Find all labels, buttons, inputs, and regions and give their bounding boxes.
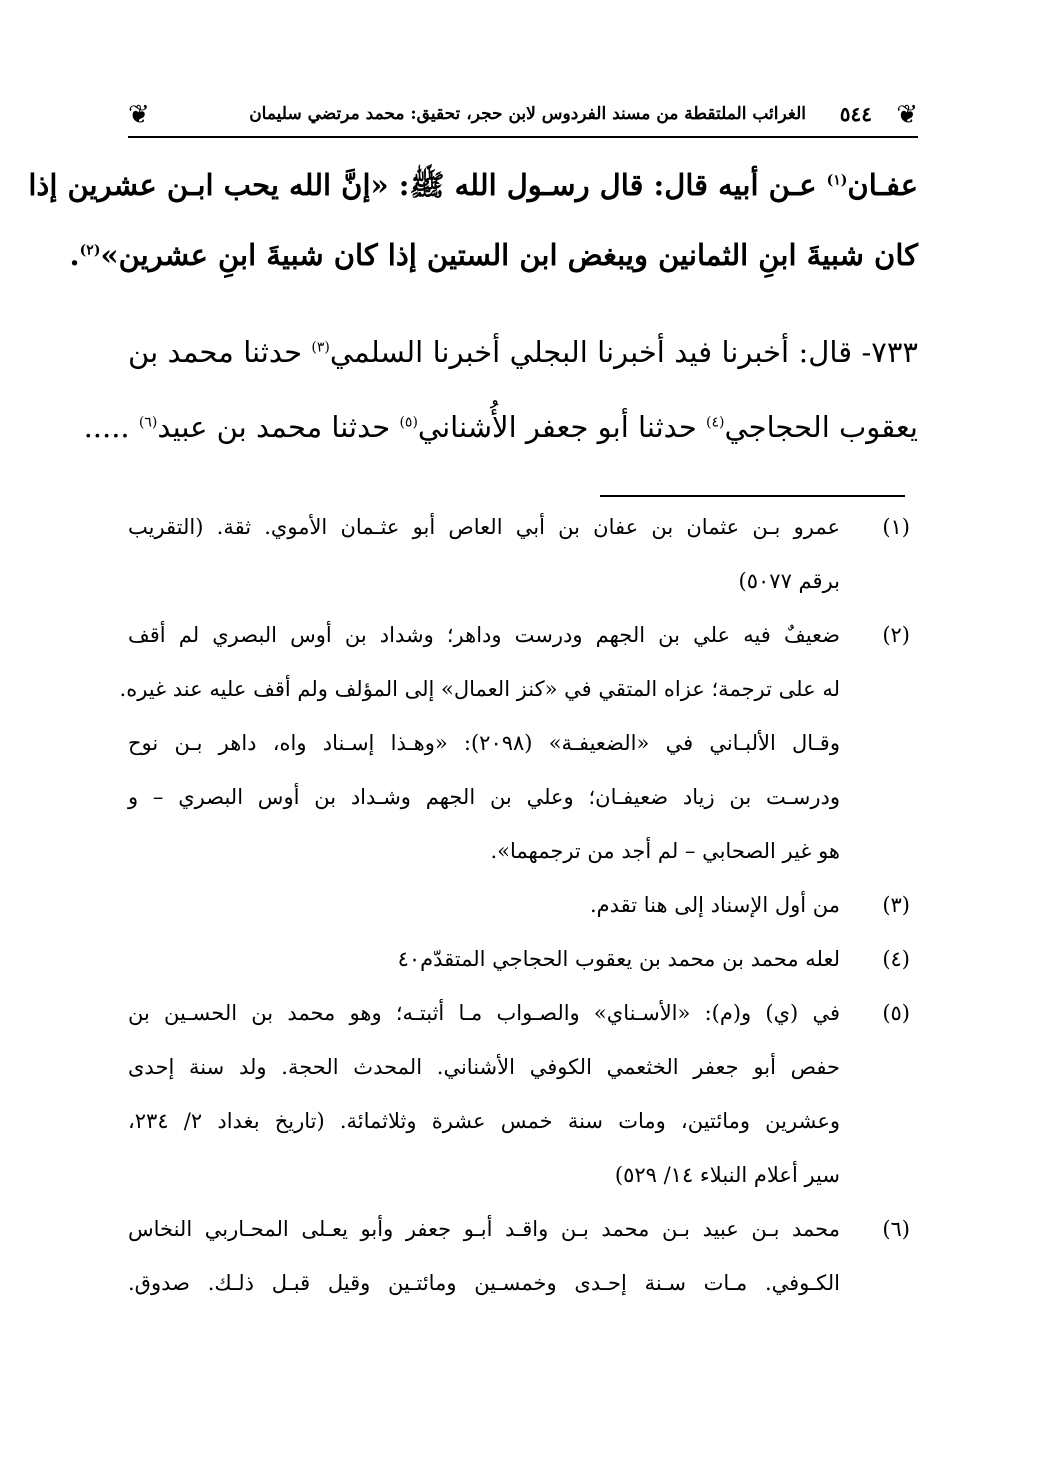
footnote-ref[interactable]: (١)	[826, 172, 848, 189]
hadith-text-block	[28, 160, 918, 300]
text-run: .....	[83, 410, 139, 444]
footnotes	[119, 500, 918, 1310]
text-run: عـن أبيه قال: قال رسـول الله ﷺ: «إنَّ الله يحب ابـن عشرين إذا	[28, 168, 827, 202]
text-run: ٧٣٣- قال: أخبرنا فيد أخبرنا البجلي أخبرنا السلمي	[329, 335, 918, 369]
footnote-ref[interactable]: (٥)	[399, 414, 418, 431]
text-run: .	[69, 238, 80, 272]
footnote-item	[128, 878, 918, 932]
footnote-ref[interactable]: (٢)	[79, 242, 101, 259]
footnote-line: برقم ٥٠٧٧)	[738, 569, 840, 593]
footnote-line: ضعيفٌ فيه علي بن الجهم ودرست وداهر؛ وشداد بن أوس البصري لم أقف	[128, 623, 840, 647]
isnad-text-block	[83, 325, 918, 475]
isnad-line	[128, 325, 918, 400]
footnote-item	[128, 986, 918, 1202]
footnote-line: في (ي) و(م): «الأسـناي» والصـواب مـا أثبتـه؛ وهو محمد بن الحسـين بن	[128, 1001, 840, 1025]
footnote-line: من أول الإسناد إلى هنا تقدم.	[589, 893, 840, 917]
footnote-line: الكـوفي. مـات سـنة إحـدى وخمسـين ومائتـين وقيل قبـل ذلـك. صدوق.	[128, 1271, 840, 1295]
footnote-item	[128, 500, 918, 608]
footnote-line: وقـال الألبـاني في «الضعيفـة» (٢٠٩٨): «وهـذا إسـناد واه، داهر بـن نوح	[128, 731, 840, 755]
page-number: ٥٤٤	[839, 102, 872, 126]
running-title: الغرائب الملتقطة من مسند الفردوس لابن حجر، تحقيق: محمد مرتضي سليمان	[249, 104, 806, 124]
footnote-line: عمرو بـن عثمان بن عفان بن أبي العاص أبو عثـمان الأموي. ثقة. (التقريب	[128, 515, 840, 539]
footnote-item	[128, 1202, 918, 1310]
footnote-number: (٤)	[882, 947, 910, 971]
text-run: عفـان	[847, 168, 918, 202]
footnote-line: سير أعلام النبلاء ١٤/ ٥٢٩)	[614, 1163, 840, 1187]
running-header	[128, 98, 918, 138]
footnote-item	[119, 608, 918, 878]
hadith-line	[69, 230, 918, 300]
footnote-line: لعله محمد بن محمد بن يعقوب الحجاجي المتقدّم٤٠	[397, 947, 840, 971]
footnote-number: (٣)	[882, 893, 910, 917]
ornament-right-icon: ❦	[896, 100, 918, 130]
footnote-ref[interactable]: (٣)	[311, 339, 330, 356]
ornament-left-icon: ❦	[128, 100, 150, 130]
footnote-item	[128, 932, 918, 986]
footnote-line: حفص أبو جعفر الخثعمي الكوفي الأشناني. المحدث الحجة. ولد سنة إحدى	[128, 1055, 840, 1079]
footnote-number: (٢)	[882, 623, 910, 647]
hadith-line	[28, 160, 918, 230]
text-run: حدثنا محمد بن	[128, 335, 312, 369]
footnote-number: (٦)	[882, 1217, 910, 1241]
footnote-ref[interactable]: (٦)	[138, 414, 158, 431]
footnote-line: هو غير الصحابي – لم أجد من ترجمهما».	[490, 839, 840, 863]
isnad-line	[83, 400, 918, 475]
text-run: حدثنا أبو جعفر الأُشناني	[417, 410, 707, 444]
footnote-line: وعشرين ومائتين، ومات سنة خمس عشرة وثلاثمائة. (تاريخ بغداد ٢/ ٢٣٤،	[128, 1109, 840, 1133]
text-run: حدثنا محمد بن عبيد	[157, 410, 400, 444]
footnote-number: (٥)	[882, 1001, 910, 1025]
text-run: كان شبيةَ ابنِ الثمانين ويبغض ابن الستين إذا كان شبيةَ ابنِ عشرين»	[100, 238, 918, 272]
footnote-line: ودرسـت بن زياد ضعيفـان؛ وعلي بن الجهم وشـداد بن أوس البصري – و	[128, 785, 840, 809]
text-run: يعقوب الحجاجي	[724, 410, 918, 444]
footnote-line: محمد بـن عبيد بـن محمد بـن واقـد أبـو جعفر وأبو يعـلى المحـاربي النخاس	[128, 1217, 840, 1241]
footnote-ref[interactable]: (٤)	[706, 414, 725, 431]
footnote-number: (١)	[882, 515, 910, 539]
footnote-separator	[600, 495, 905, 497]
footnote-line: له على ترجمة؛ عزاه المتقي في «كنز العمال» إلى المؤلف ولم أقف عليه عند غيره.	[119, 677, 840, 701]
